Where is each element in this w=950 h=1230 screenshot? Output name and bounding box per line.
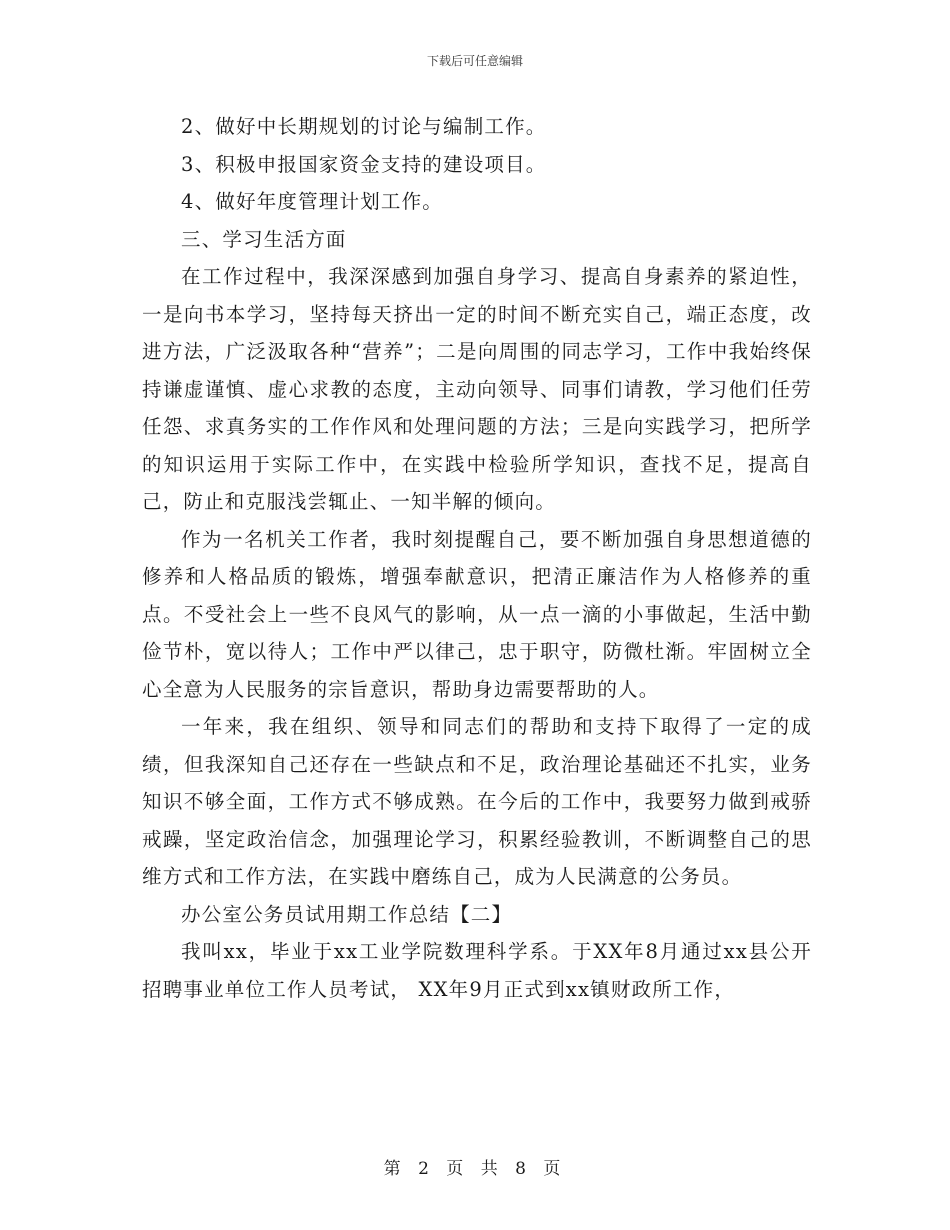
page-number: 第 2 页 共 8 页 — [383, 1159, 567, 1179]
list-item-plan-discussion: 2、做好中长期规划的讨论与编制工作。 — [181, 115, 547, 138]
page-header-note: 下载后可任意编辑 — [426, 54, 523, 68]
paragraph-summary: 一年来，我在组织、领导和同志们的帮助和支持下取得了一定的成绩，但我深知自己还存在一些缺点和不足，政治理论基础还不扎实，业务知识不够全面，工作方式不够成熟。在今后的工作中，我要努力做到戒骄戒躁，坚定政治信念，加强理论学习，积累经验教训，不断调整自己的思维方式和工作方法，在实践中磨练自己，成为人民满意的公务员。 — [142, 715, 812, 888]
list-item-annual-plan: 4、做好年度管理计划工作。 — [181, 190, 444, 213]
section-heading-study-life: 三、学习生活方面 — [181, 227, 347, 251]
paragraph-study: 在工作过程中，我深深感到加强自身学习、提高自身素养的紧迫性，一是向书本学习，坚持每天挤出一定的时间不断充实自己，端正态度，改进方法，广泛汲取各种“营养”；二是向周围的同志学习，工作中我始终保持谦虚谨慎、虚心求教的态度，主动向领导、同事们请教，学习他们任劳任怨、求真务实的工作作风和处理问题的方法；三是向实践学习，把所学的知识运用于实际工作中，在实践中检验所学知识，查找不足，提高自己，防止和克服浅尝辄止、一知半解的倾向。 — [142, 265, 812, 513]
paragraph-introduction: 我叫xx，毕业于xx工业学院数理科学系。于XX年8月通过xx县公开招聘事业单位工作人员考试， XX年9月正式到xx镇财政所工作， — [142, 940, 812, 1001]
paragraph-ethics: 作为一名机关工作者，我时刻提醒自己，要不断加强自身思想道德的修养和人格品质的锻炼，增强奉献意识，把清正廉洁作为人格修养的重点。不受社会上一些不良风气的影响，从一点一滴的小事做起，生活中勤俭节朴，宽以待人；工作中严以律己，忠于职守，防微杜渐。牢固树立全心全意为人民服务的宗旨意识，帮助身边需要帮助的人。 — [142, 527, 812, 701]
section-title-part-two: 办公室公务员试用期工作总结【二】 — [181, 902, 513, 926]
document-body — [142, 108, 812, 1008]
list-item-funding-projects: 3、积极申报国家资金支持的建设项目。 — [181, 152, 547, 176]
